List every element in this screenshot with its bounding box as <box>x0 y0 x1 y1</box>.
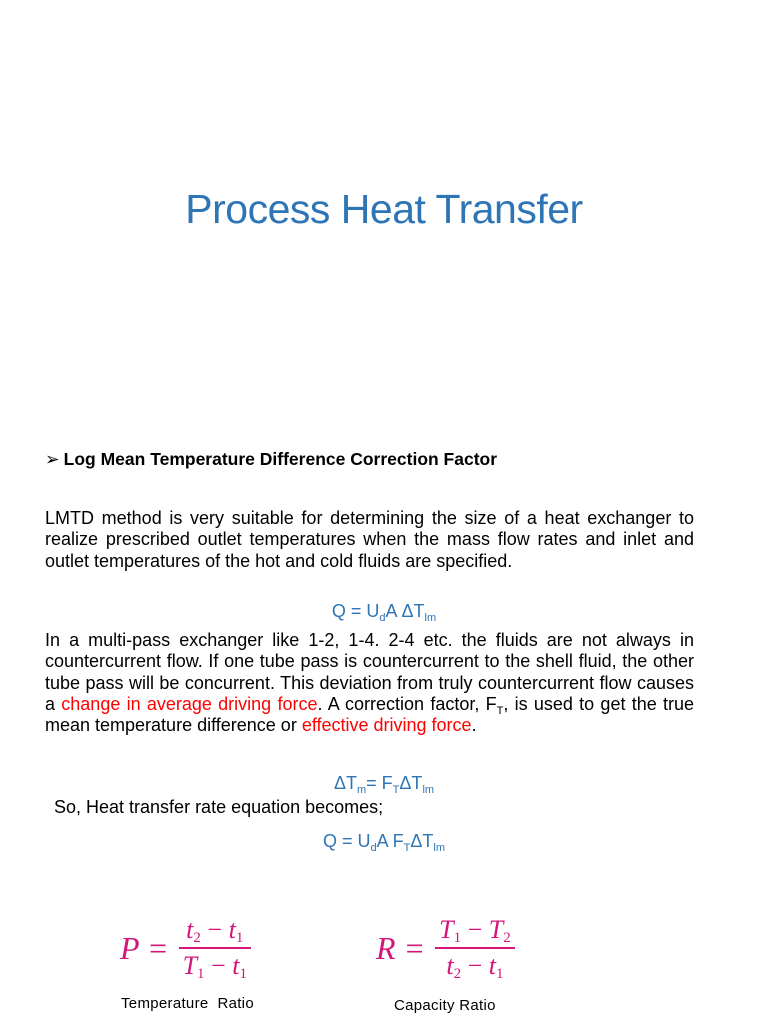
equation-q-lmtd: $Q = U_dA$ $\Delta T_{lm}$ <box>331 601 437 624</box>
section-heading-text: Log Mean Temperature Difference Correction Factor <box>63 449 498 469</box>
arrow-bullet-icon: ➢ <box>45 449 60 469</box>
highlight-effective-driving-force: effective driving force <box>301 715 472 736</box>
caption-temperature-ratio: Temperature Ratio <box>121 995 254 1012</box>
formula-temperature-ratio: P = $\frac{t_2 - t_1}{T_1 - t_1}$ <box>120 915 251 981</box>
paragraph-lmtd-method: LMTD method is very suitable for determining the size of a heat exchanger to realize prescribed outlet temperatures when the mass flow rates and inlet and outlet temperatures of the hot and cold fluids are specified. <box>45 508 694 571</box>
text-equation-becomes: So, Heat transfer rate equation becomes; <box>54 797 384 817</box>
page-title: Process Heat Transfer <box>185 186 583 232</box>
equation-delta-tm: $\Delta T_m= F_T\Delta T_{lm}$ <box>333 773 435 796</box>
formula-capacity-ratio: R = $\frac{T_1 - T_2}{t_2 - t_1}$ <box>376 915 515 981</box>
paragraph-multipass: In a multi-pass exchanger like 1-2, 1-4. 2-4 etc. the fluids are not always in countercurrent flow. If one tube pass is countercurrent to the shell fluid, the other tube pass will be concurrent. This deviation from truly countercurrent flow causes a change in average driving force. A correction factor, $F_T$, is used to get the true mean temperature difference or effective driving force. <box>45 630 695 736</box>
highlight-change-driving-force: change in average driving force <box>61 693 318 714</box>
equation-q-corrected: $Q = U_dA$ $F_T\Delta T_{lm}$ <box>322 831 446 854</box>
section-heading <box>45 449 497 470</box>
caption-capacity-ratio: Capacity Ratio <box>394 997 496 1014</box>
